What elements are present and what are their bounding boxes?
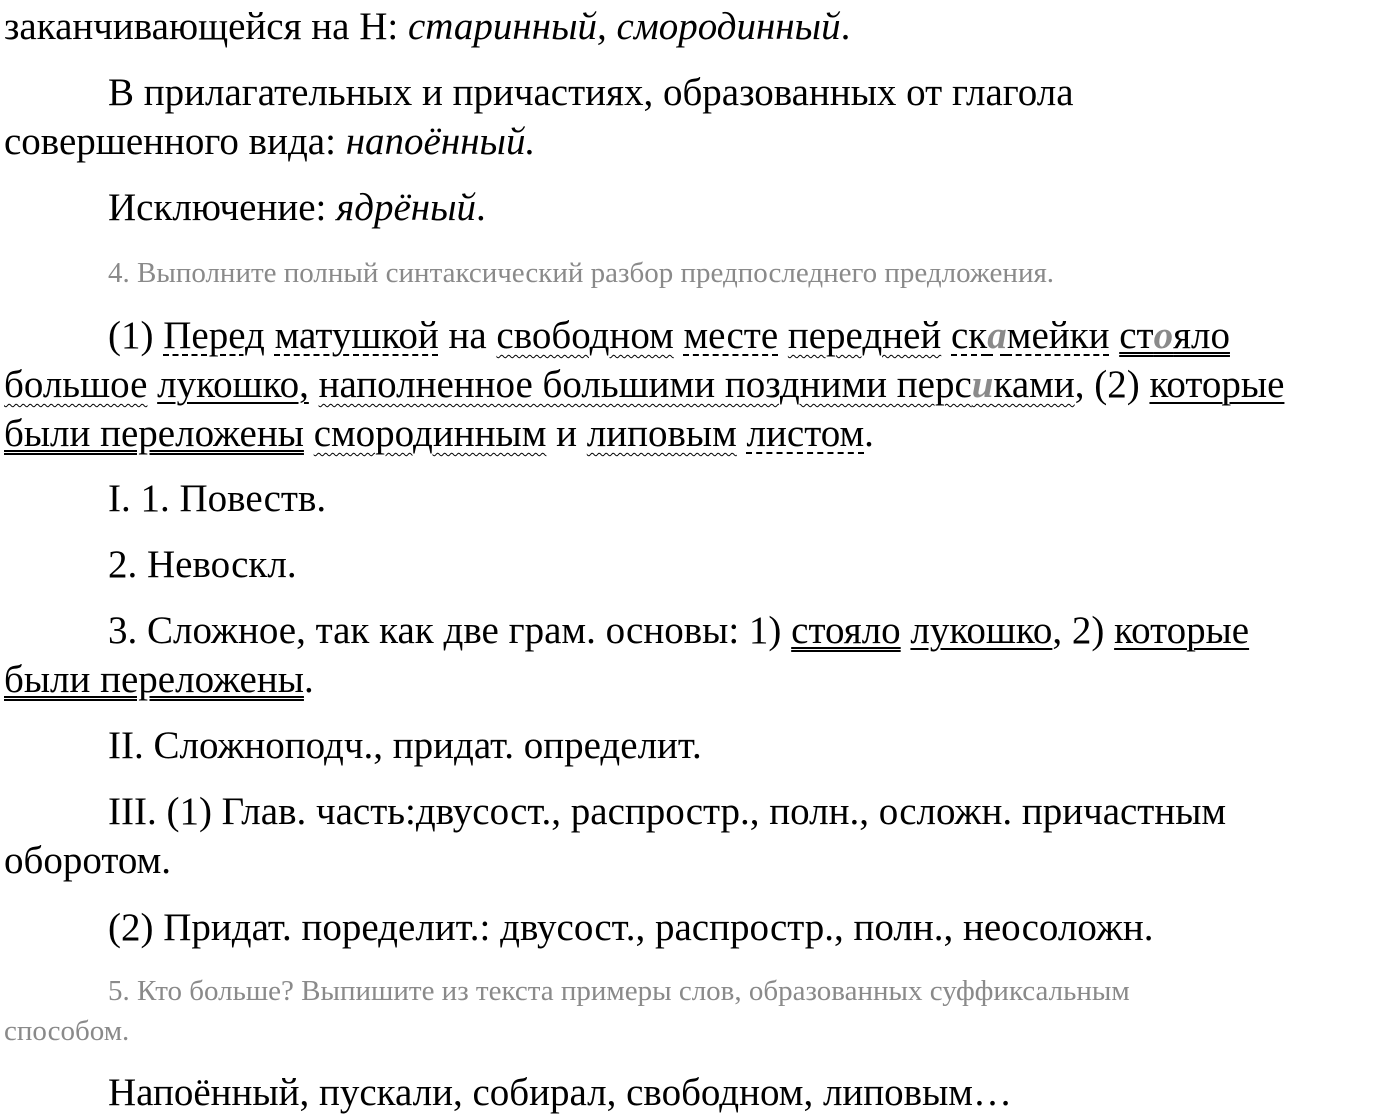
period: . (840, 5, 851, 48)
analysis-item-3-line1 (108, 608, 1249, 654)
analysis-item-1: I. 1. Повеств. (108, 477, 327, 520)
word-subject: которые (1114, 609, 1250, 652)
highlighted-letter: а (987, 314, 1007, 357)
word-plain: на (438, 314, 497, 357)
analysis-item-3-line2 (4, 657, 314, 703)
sentence-line3 (4, 411, 874, 457)
word-part: мейки (1006, 314, 1110, 357)
paragraph-text: совершенного вида: (4, 120, 346, 163)
analysis-item-6: (2) Придат. поределит.: двусост., распростр., полн., неосоложн. (108, 906, 1154, 949)
task-5-line2: способом. (4, 1015, 130, 1047)
task-5-line1: 5. Кто больше? Выпишите из текста примеры слов, образованных суффиксальным (108, 975, 1130, 1007)
word-subject: которые (1149, 363, 1285, 406)
period: . (864, 412, 874, 455)
analysis-text: , 2) (1052, 609, 1115, 652)
answer-5: Напоённый, пускали, собирал, свободном, липовым… (108, 1071, 1012, 1114)
word-attribute: передней (787, 314, 942, 357)
word-part: наполненное большими поздними перс (318, 363, 972, 406)
examples: напоённый. (345, 120, 536, 163)
participial-phrase (319, 363, 1075, 406)
word-plain: и (546, 412, 587, 455)
analysis-text: 3. Сложное, так как две грам. основы: 1) (108, 609, 792, 652)
word-adverbial: Перед (163, 314, 265, 357)
word-adverbial: матушкой (274, 314, 439, 357)
word-part: ск (951, 314, 988, 357)
word-adverbial (951, 314, 1109, 357)
word-subject: лукошко (910, 609, 1053, 652)
word-part: яло (1173, 314, 1230, 357)
word-adverbial: месте (683, 314, 779, 357)
paragraph-participles-line1: В прилагательных и причастиях, образованных от глагола (108, 71, 1074, 114)
word-part: ст (1119, 314, 1154, 357)
word-predicate: были переложены (4, 412, 304, 455)
word-attribute: большое (4, 363, 148, 406)
examples: ядрёный (336, 186, 477, 229)
word-object: листом (746, 412, 865, 455)
sentence-line2 (4, 362, 1284, 408)
word-attribute: липовым (586, 412, 737, 455)
period: . (303, 658, 314, 701)
paragraph-text: заканчивающейся на Н: (4, 5, 408, 48)
word-predicate: стояло (791, 609, 901, 652)
task-4: 4. Выполните полный синтаксический разбор предпоследнего предложения. (108, 257, 1055, 289)
period: . (476, 186, 486, 229)
analysis-item-5-line1: III. (1) Глав. часть:двусост., распростр., полн., осложн. причастным (108, 790, 1227, 833)
word-predicate (1119, 314, 1230, 357)
examples: старинный, смородинный (407, 5, 841, 48)
word-subject: лукошко, (157, 363, 309, 406)
paragraph-exception (108, 185, 486, 231)
word-predicate: были переложены (4, 658, 304, 701)
analysis-item-2: 2. Невоскл. (108, 543, 297, 586)
paragraph-text: Исключение: (108, 186, 337, 229)
word-attribute: смородинным (313, 412, 547, 455)
highlighted-letter: о (1153, 314, 1174, 357)
paragraph-suffix-n (4, 4, 850, 50)
paragraph-participles-line2 (4, 119, 535, 165)
word-part: ками (993, 363, 1075, 406)
analysis-item-5-line2: оборотом. (4, 839, 172, 882)
word-attribute: свободном (496, 314, 674, 357)
clause-number: , (2) (1074, 363, 1150, 406)
clause-number: (1) (108, 314, 164, 357)
sentence-line1 (108, 313, 1230, 359)
analysis-item-4: II. Сложноподч., придат. определит. (108, 724, 702, 767)
highlighted-letter: и (971, 363, 994, 406)
